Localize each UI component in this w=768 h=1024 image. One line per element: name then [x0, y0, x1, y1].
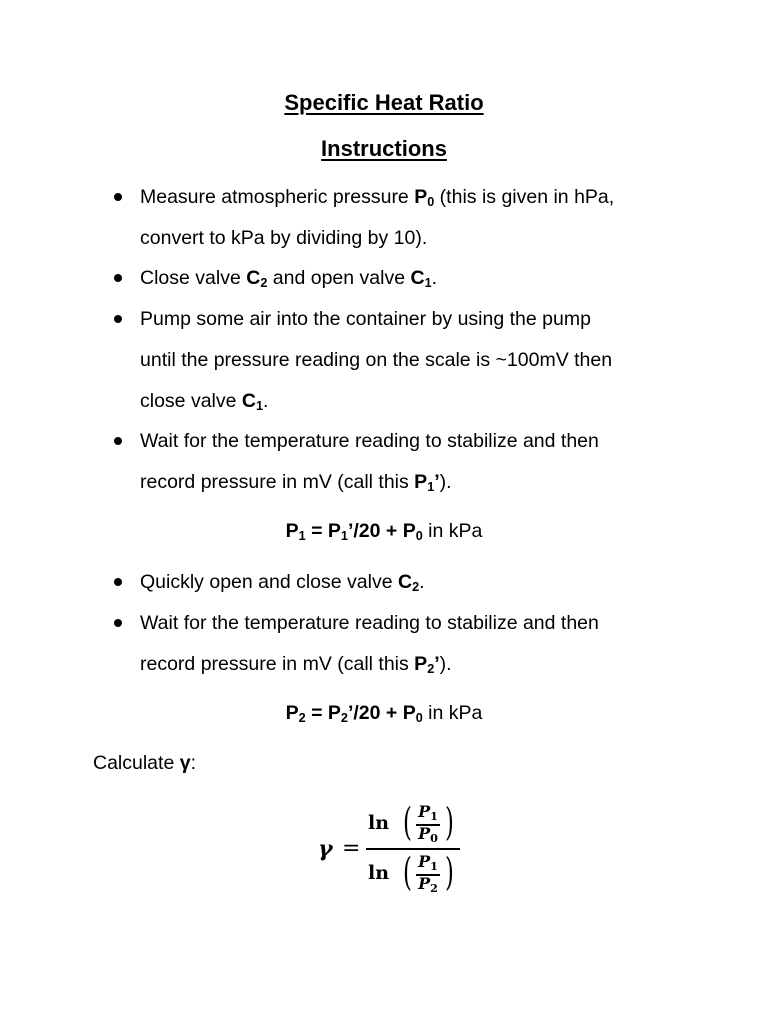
denominator-ln: ln — [368, 862, 390, 884]
instruction-line: Quickly open and close valve $C_2$. — [140, 571, 425, 595]
bold-symbol: $P_0$ — [402, 702, 423, 726]
denominator-close-paren: ) — [444, 850, 454, 894]
numerator-open-paren: ( — [402, 800, 412, 844]
gamma-symbol: γ — [179, 752, 191, 774]
instruction-item — [140, 177, 700, 259]
instruction-line: Close valve $C_2$ and open valve $C_1$. — [140, 267, 438, 291]
bold-symbol: $P_2$ — [414, 653, 435, 677]
bullet-icon — [114, 315, 122, 323]
instruction-line: Wait for the temperature reading to stabilize and then — [140, 430, 599, 452]
bullet-icon — [114, 274, 122, 282]
bold-symbol: $P_2$ — [327, 702, 348, 726]
denominator-open-paren: ( — [402, 850, 412, 894]
bold-symbol: $P_2$ — [285, 702, 306, 726]
gamma-formula — [318, 798, 458, 898]
instruction-line: Wait for the temperature reading to stabilize and then — [140, 612, 599, 634]
bold-symbol: $C_2$ — [397, 571, 420, 595]
instruction-line: until the pressure reading on the scale is ~100mV then — [140, 349, 613, 371]
denominator-ratio-bottom: $P_2$ — [418, 874, 438, 895]
bold-symbol: ’/20 + — [347, 702, 403, 724]
equation-p2: $P_2$ = $P_2’/20 + P_0$ in kPa — [285, 702, 483, 726]
bold-symbol: $C_1$ — [410, 267, 432, 291]
formula-numerator — [366, 802, 460, 846]
numerator-ln: ln — [368, 812, 390, 834]
numerator-close-paren: ) — [444, 800, 454, 844]
bullet-icon — [114, 193, 122, 201]
numerator-ratio-top: $P_1$ — [418, 802, 438, 823]
numerator-ratio — [414, 802, 442, 846]
bullet-icon — [114, 619, 122, 627]
instruction-line: record pressure in mV (call this $P_2$’). — [140, 653, 452, 677]
bold-symbol: $C_2$ — [246, 267, 268, 291]
bold-symbol: ’ — [434, 471, 440, 493]
bold-symbol: $P_1$ — [327, 520, 348, 544]
calculate-colon: : — [190, 752, 196, 774]
calculate-label: Calculate — [93, 752, 180, 774]
bold-symbol: ’ — [434, 653, 440, 675]
bold-symbol: ’/20 + — [347, 520, 403, 542]
instruction-line: close valve $C_1$. — [140, 390, 269, 414]
instruction-item — [140, 562, 700, 603]
bullet-icon — [114, 437, 122, 445]
bullet-icon — [114, 578, 122, 586]
instruction-item — [140, 421, 700, 503]
instruction-line: Pump some air into the container by using the pump — [140, 308, 591, 330]
document-title: Specific Heat Ratio — [284, 90, 484, 115]
denominator-ratio — [414, 852, 442, 896]
bold-symbol: $P_0$ — [414, 186, 435, 210]
instruction-item — [140, 603, 700, 685]
calculate-line — [93, 748, 196, 778]
instruction-line: convert to kPa by dividing by 10). — [140, 227, 428, 249]
denominator-ratio-top: $P_1$ — [418, 852, 438, 873]
instruction-item — [140, 299, 700, 422]
formula-gamma: γ — [318, 836, 333, 862]
instruction-item — [140, 258, 700, 299]
bold-symbol: $C_1$ — [241, 390, 264, 414]
bold-symbol: = — [305, 520, 328, 542]
instruction-line: Measure atmospheric pressure $P_0$ (this is given in hPa, — [140, 186, 615, 210]
instruction-line: record pressure in mV (call this $P_1$’). — [140, 471, 452, 495]
bold-symbol: $P_0$ — [402, 520, 423, 544]
formula-denominator — [366, 852, 460, 896]
equation-p1: $P_1$ = $P_1’/20 + P_0$ in kPa — [285, 520, 483, 544]
bold-symbol: = — [305, 702, 328, 724]
document-subtitle: Instructions — [321, 136, 447, 161]
formula-equals: = — [342, 836, 361, 861]
bold-symbol: $P_1$ — [414, 471, 435, 495]
numerator-ratio-bottom: $P_0$ — [418, 824, 438, 845]
bold-symbol: $P_1$ — [285, 520, 306, 544]
